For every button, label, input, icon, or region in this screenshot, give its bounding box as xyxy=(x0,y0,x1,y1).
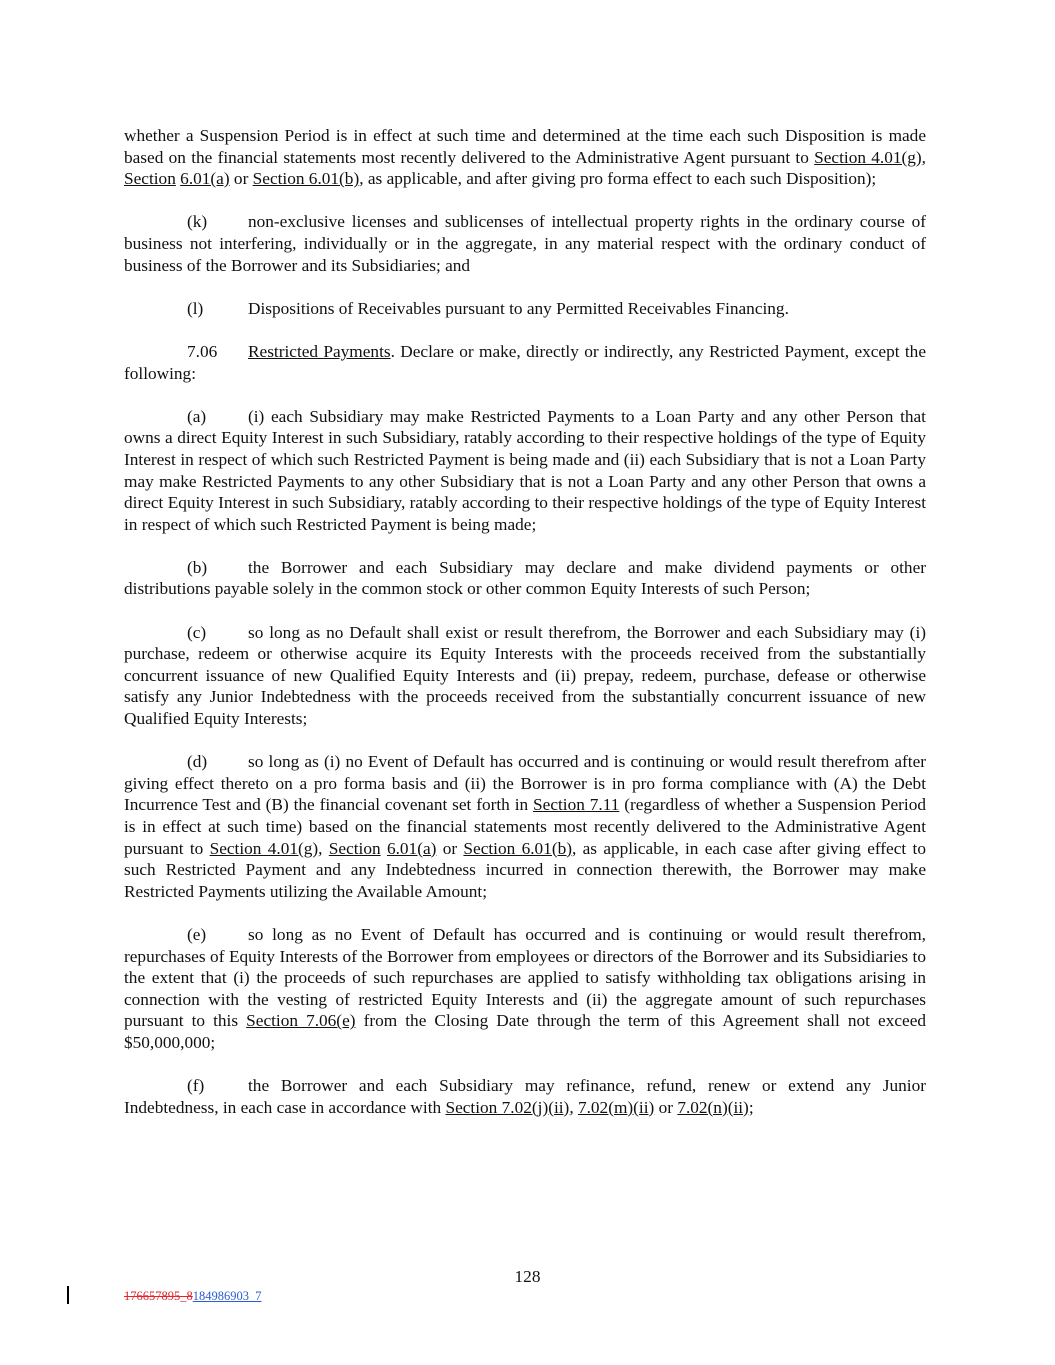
cross-reference: Section 7.02(j)(ii) xyxy=(445,1097,570,1117)
cross-reference: Section xyxy=(328,838,381,858)
clause-l: (l) Dispositions of Receivables pursuant to any Permitted Receivables Financing. xyxy=(187,298,789,318)
paragraph-continuation: whether a Suspension Period is in effect at such time and determined at the time each such Disposition is made based on the financial statements most recently delivered to the Administrative Agent pursuant to Section 4.01(g), Section 6.01(a) or Section 6.01(b), as applicable, and after giving pro forma effect to each such Disposition); xyxy=(124,126,926,189)
doc-id-deleted: 176657895_8 xyxy=(124,1289,193,1303)
clause-a: (a) (i) each Subsidiary may make Restricted Payments to a Loan Party and any other Person that owns a direct Equity Interest in such Subsidiary, ratably according to their respective holdings of the type of Equity Interest in respect of which such Restricted Payment is being made and (ii) each Subsidiary that is not a Loan Party may make Restricted Payments to any other Subsidiary that is not a Loan Party and any other Person that owns a direct Equity Interest in such Subsidiary, ratably according to their respective holdings of the type of Equity Interest in respect of which such Restricted Payment is being made; xyxy=(124,406,926,534)
clause-b: (b) the Borrower and each Subsidiary may declare and make dividend payments or other distributions payable solely in the common stock or other common Equity Interests of such Person; xyxy=(124,557,926,599)
section-heading: Restricted Payments xyxy=(248,341,391,361)
cross-reference: 6.01(a) xyxy=(180,169,230,189)
cross-reference: 7.02(m)(ii) xyxy=(577,1097,655,1117)
cross-reference: Section 4.01(g) xyxy=(209,838,319,858)
clause-label: (d) xyxy=(187,752,208,772)
cross-reference: 6.01(a) xyxy=(386,838,437,858)
doc-id-inserted: 184986903_7 xyxy=(192,1289,262,1303)
clause-e: (e) so long as no Event of Default has occurred and is continuing or would result therefrom, repurchases of Equity Interests of the Borrower from employees or directors of the Borrower and its Subsidiaries to the extent that (i) the proceeds of such repurchases are applied to satisfy withholding tax obligations arising in connection with the vesting of restricted Equity Interests and (ii) the aggregate amount of such repurchases pursuant to this Section 7.06(e) from the Closing Date through the term of this Agreement shall not exceed $50,000,000; xyxy=(124,924,927,1052)
clause-d: (d) so long as (i) no Event of Default has occurred and is continuing or would result therefrom after giving effect thereto on a pro forma basis and (ii) the Borrower is in pro forma compliance with (A) the Debt Incurrence Test and (B) the financial covenant set forth in Section 7.11 (regardless of whether a Suspension Period is in effect at such time) based on the financial statements most recently delivered to the Administrative Agent pursuant to Section 4.01(g), Section 6.01(a) or Section 6.01(b), as applicable, in each case after giving effect to such Restricted Payment and any Indebtedness incurred in connection therewith, the Borrower may make Restricted Payments utilizing the Available Amount; xyxy=(124,752,926,901)
section-7-06: 7.06 Restricted Payments. Declare or make, directly or indirectly, any Restricted Payment, except the following: xyxy=(124,341,926,383)
page-number: 128 xyxy=(514,1267,541,1286)
clause-label: (k) xyxy=(187,212,208,232)
clause-label: (l) xyxy=(187,298,204,318)
clause-c: (c) so long as no Default shall exist or result therefrom, the Borrower and each Subsidiary may (i) purchase, redeem or otherwise acquire its Equity Interests with the proceeds received from the substantially concurrent issuance of new Qualified Equity Interests and (ii) prepay, redeem, purchase, defease or otherwise satisfy any Junior Indebtedness with the proceeds received from the substantially concurrent issuance of new Qualified Equity Interests; xyxy=(124,622,926,729)
cross-reference: 7.02(n)(ii) xyxy=(677,1097,749,1117)
clause-label: (a) xyxy=(187,406,207,426)
change-bar xyxy=(67,1286,69,1304)
cross-reference: Section 6.01(b) xyxy=(252,169,360,189)
clause-label: (e) xyxy=(187,924,207,944)
cross-reference: Section 4.01(g) xyxy=(814,147,922,167)
document-body xyxy=(124,125,926,1140)
section-number: 7.06 xyxy=(187,341,218,361)
clause-f: (f) the Borrower and each Subsidiary may refinance, refund, renew or extend any Junior Indebtedness, in each case in accordance with Section 7.02(j)(ii), 7.02(m)(ii) or 7.02(n)(ii); xyxy=(124,1076,926,1117)
clause-label: (c) xyxy=(187,622,207,642)
document-id xyxy=(124,1289,262,1304)
cross-reference: Section xyxy=(124,169,176,189)
cross-reference: Section 7.11 xyxy=(533,795,620,815)
cross-reference: Section 6.01(b) xyxy=(463,838,572,858)
clause-label: (b) xyxy=(187,557,208,577)
clause-label: (f) xyxy=(187,1076,205,1096)
clause-k: (k) non-exclusive licenses and sublicenses of intellectual property rights in the ordinary course of business not interfering, individually or in the aggregate, in any material respect with the ordinary conduct of business of the Borrower and its Subsidiaries; and xyxy=(124,212,926,275)
cross-reference: Section 7.06(e) xyxy=(246,1011,356,1031)
